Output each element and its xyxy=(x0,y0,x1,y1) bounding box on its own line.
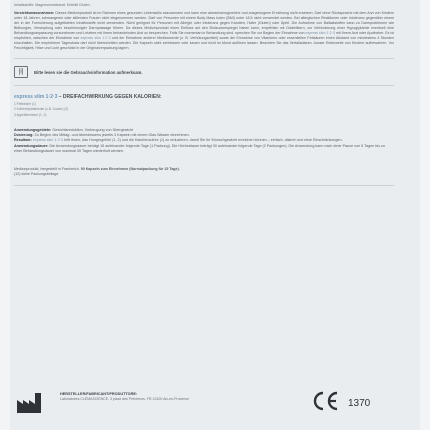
dosage-lead: Dosierung: xyxy=(14,133,34,138)
right-margin-strip xyxy=(420,0,430,430)
read-instructions-row xyxy=(14,66,394,78)
ingredients-line: Inhaltsstoffe: Magnesiumstearat. Enthält Gluten. xyxy=(14,3,91,7)
action-list xyxy=(14,102,394,118)
usage-section xyxy=(14,128,394,154)
leaflet-content xyxy=(14,0,394,193)
duration-lead: Anwendungsdauer: xyxy=(14,143,49,148)
read-instructions-text: Bitte lesen sie die Gebrauchsinformation aufmerksam. xyxy=(34,69,143,75)
divider xyxy=(14,85,394,86)
list-item: 2 Kohlenhydratbinder (z.B. Zucker) (2) xyxy=(14,107,69,112)
list-item: 3 Appetithemmer (1, 2) xyxy=(14,112,47,117)
precautions-paragraph xyxy=(14,11,394,51)
note-bold: 90 Kapseln zum Einnehmen (Normalpackung für 15 Tage). xyxy=(80,166,180,171)
results-brand: express slim 1·2·3 xyxy=(32,138,63,143)
divider xyxy=(14,185,394,186)
list-item: 1 Fettbinder (1) xyxy=(14,102,36,106)
left-margin-strip xyxy=(0,0,10,430)
precautions-brand: express slim 1·2·3 xyxy=(305,31,335,35)
manufacturer-block xyxy=(14,386,394,420)
usage-areas-text: Gewichtsreduktion, Vorbeugung von Übergewicht xyxy=(52,127,134,132)
manufacturer-label: HERSTELLER/FABRICANT/PRODUTTORE: xyxy=(60,392,138,396)
precautions-text-2: mit Ihrem Arzt oder Apotheker. Es ist empfohlen, zwischen der Einnahme von xyxy=(14,31,395,40)
results-text: hilft Ihnen, das Hungergefühl (1, 2) und die Kalorienzufuhr (1) zu reduzieren, damit Sie Ihr Wunschgewicht erreichen können – einfach, diskret und ohne Einschränkungen. xyxy=(64,138,343,143)
duration-text: Die Anwendungsdauer beträgt 15 aufeinander folgende Tage (1 Packung). Die Höchstdauer beträgt 30 aufeinander folgende Tage (2 Packungen). Die Anwendung kann nach einer Pause von 5 Tagen bis zu einer Behandlungsdauer von maximal 30 Tagen wiederholt werden. xyxy=(14,143,385,153)
usage-areas-lead: Anwendungsgebiete: xyxy=(14,127,52,132)
precautions-brand-2: express slim 1·2·3 xyxy=(80,36,111,40)
instructions-info-icon: [i] xyxy=(14,66,28,78)
manufacturer-address: Laboratoires CLÉMASCIENCE, 3 place des Prêcheurs, FR-13100 Aix-en-Provence xyxy=(60,397,189,401)
precautions-text: Dieses Medizinprodukt ist im Rahmen eines gesunden Lebensstils anzuwenden und kann eine abwechslungsreiche und ausgewogene Ernährung nicht ersetzen. Darf ohne Rücksprache mit dem Arzt von Kindern unter 18 Jahren, schwangeren oder stillenden Frauen nicht eingenommen werden. Darf von Personen mit einem Body Mass Index (BMI) unter 18,5 nicht verwendet werden. Bei allergischen Reaktionen oder Intoleranz gegenüber einem der in der Formulierung aufgelisteten Inhaltsstoffe nicht verwenden. Nicht geeignet für Personen mit Allergie oder Intoleranz gegen Karotten, Hafer (Gluten) oder Äpfel. Die Aufnahme von Ballaststoffen kann zu Darmproblemen wie Blähungen, Verstopfung oder beschleunigter Darmpassage führen. Da dieses Medizinprodukt einen Einfluss auf den Blutzuckerspiegel haben kann, empfehlen wir Diabetikern, zur Verhinderung einer Hypoglykämie eventuell eine Behandlungsanpassung vorzunehmen und Letztere mit ihrem behandelnden Arzt zu besprechen. Falls Sie momentan in Behandlung sind, sprechen Sie vor Beginn der Einnahme von xyxy=(14,11,395,35)
divider xyxy=(14,58,394,59)
product-brand: express slim 1·2·3 xyxy=(14,94,58,100)
product-heading xyxy=(14,94,394,100)
results-lead: Resultate: xyxy=(14,138,32,143)
product-note xyxy=(14,167,394,178)
notified-body-code: 1370 xyxy=(348,398,371,409)
duration xyxy=(14,144,394,154)
manufacturer-text xyxy=(60,392,300,402)
precautions-text-3: und der Einnahme anderer Medikamente (z. B. Verhütungsmittel) sowie der Einnahme von Vitaminen oder essentiellen Fettsäuren einen Abstand von mindestens 4 Stunden einzuhalten. Die empfohlene Tagesdosis darf nicht überschritten werden. Die Kapseln nicht zerbeissen oder kauen und nicht im Mund auflösen lassen. Beachten Sie das Verfallsdatum. Ausser Reichweite von Kindern aufbewahren. Vor Feuchtigkeit, Hitze und Licht geschützt in der Originalverpackung lagern. xyxy=(14,36,395,50)
factory-icon xyxy=(14,386,48,414)
precautions-lead: Vorsichtsmassnahmen: xyxy=(14,11,55,15)
ce-mark-icon xyxy=(310,390,340,412)
product-title: – DREIFACHWIRKUNG GEGEN KALORIEN: xyxy=(57,94,162,100)
dosage-text: Zu Beginn des Mittag- und Abendessens jeweils 3 Kapseln mit einem Glas Wasser einnehmen. xyxy=(34,133,190,138)
note-text: Medizinprodukt, hergestellt in Frankreich. xyxy=(14,166,80,171)
note-line-2: (12) siehe Packungsbeilage xyxy=(14,172,59,177)
